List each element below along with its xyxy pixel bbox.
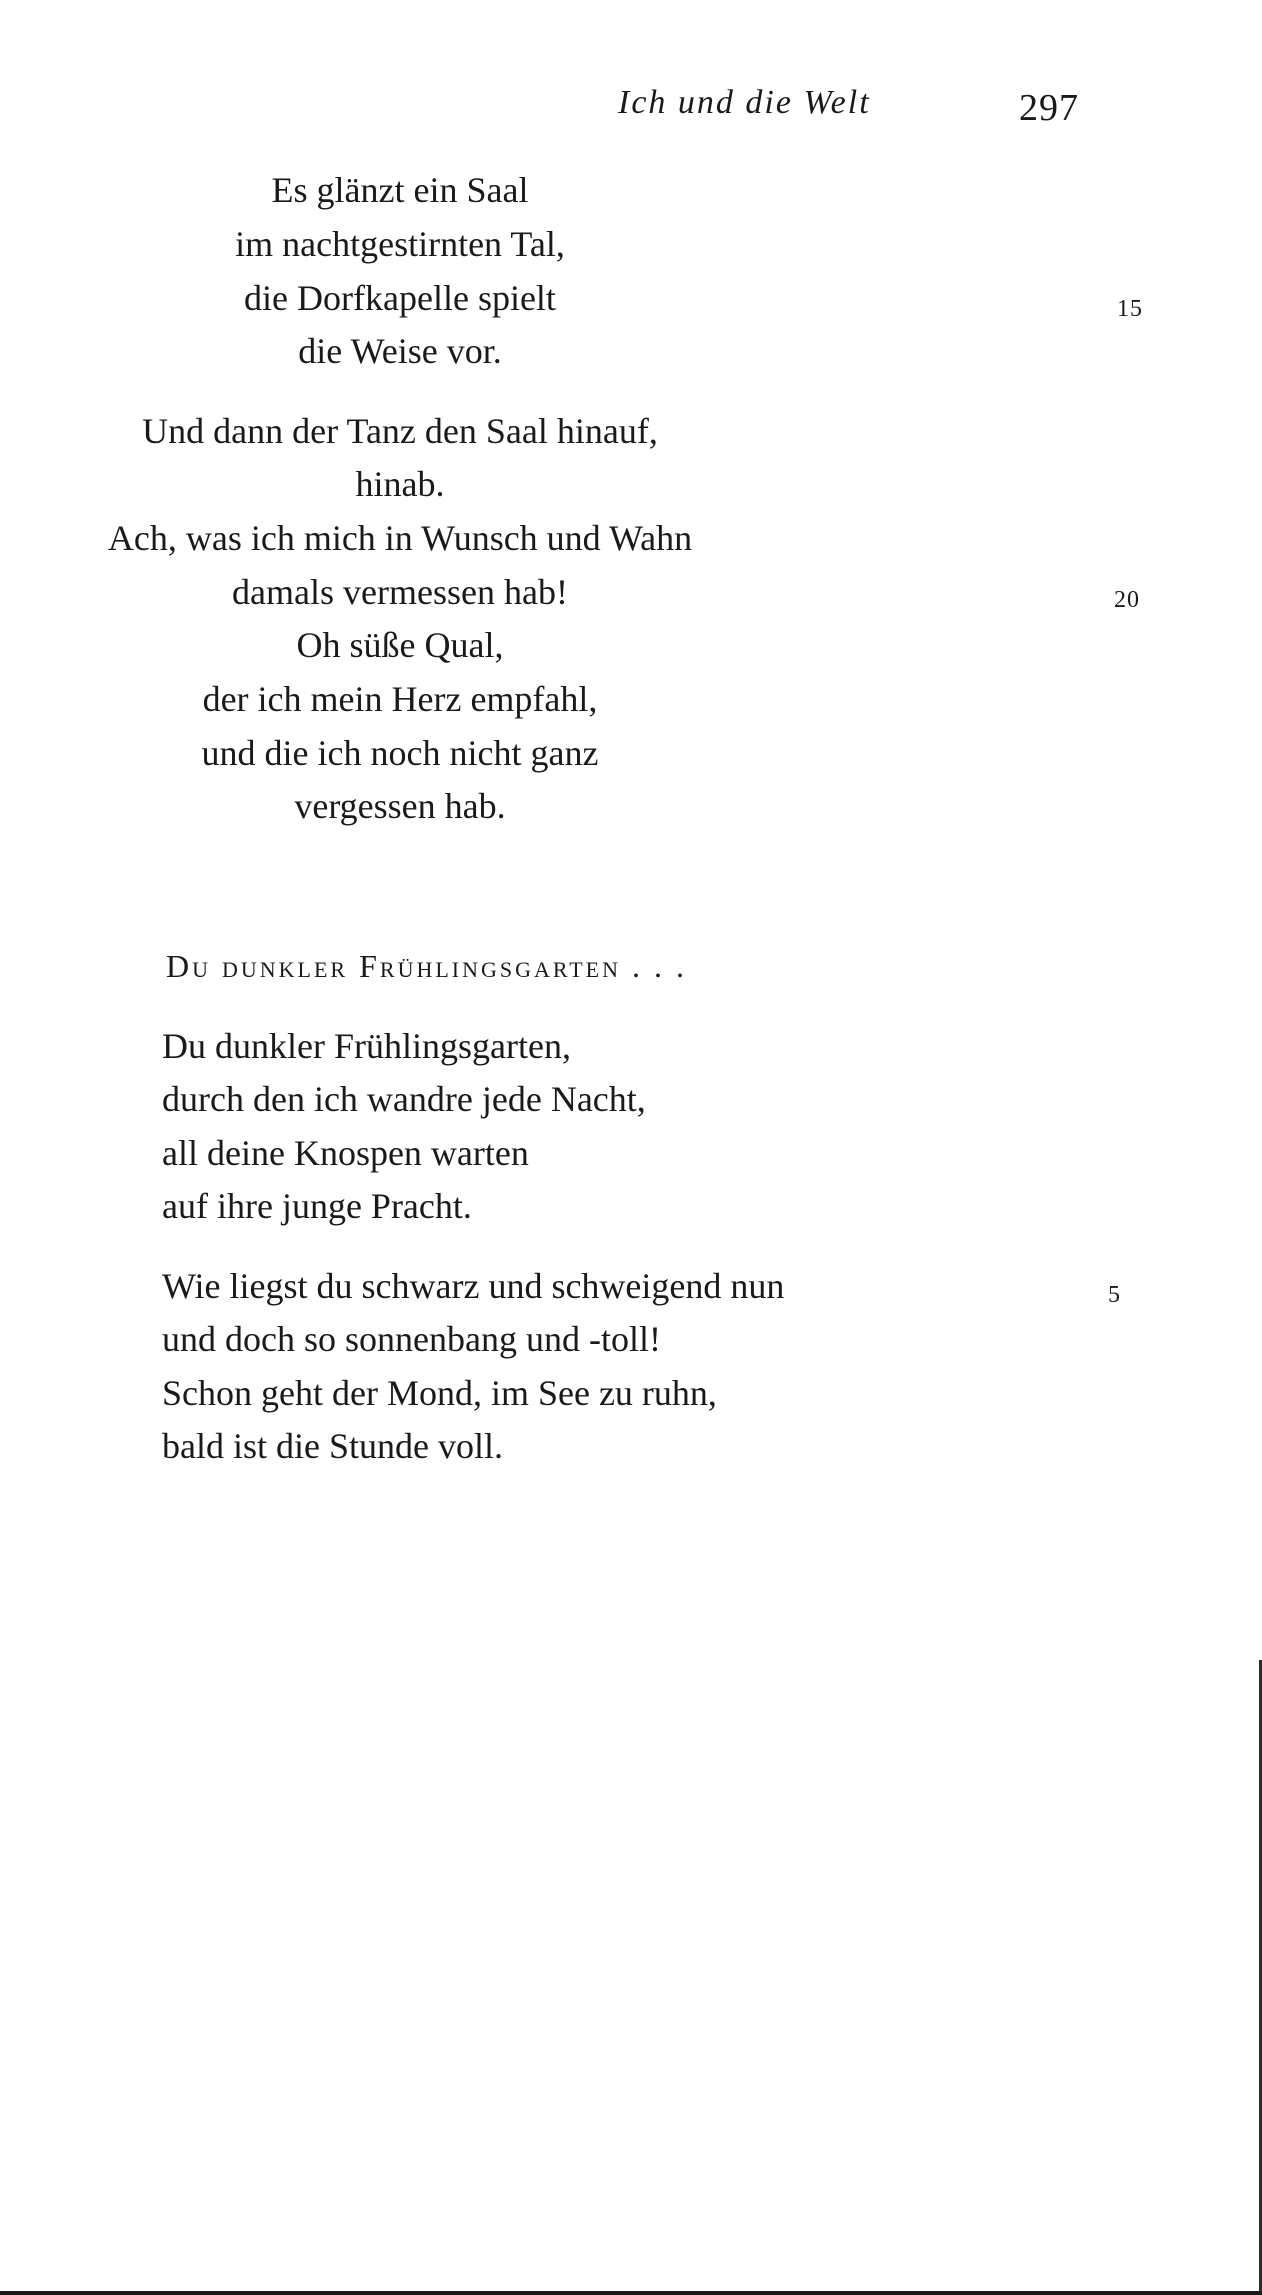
- poem-line: Wie liegst du schwarz und schweigend nun: [162, 1266, 785, 1306]
- poem-line: Schon geht der Mond, im See zu ruhn,: [162, 1373, 717, 1413]
- poem-line: Oh süße Qual,: [296, 625, 504, 665]
- poem-line: durch den ich wandre jede Nacht,: [162, 1079, 646, 1119]
- poem-line: im nachtgestirnten Tal,: [235, 224, 565, 264]
- poem-line: vergessen hab.: [294, 786, 506, 826]
- line-number-5: 5: [1108, 1282, 1121, 1308]
- poem-line: der ich mein Herz empfahl,: [202, 679, 598, 719]
- poem-line: und die ich noch nicht ganz: [201, 733, 599, 773]
- poem-line: auf ihre junge Pracht.: [162, 1186, 472, 1226]
- poem-line: bald ist die Stunde voll.: [162, 1426, 503, 1466]
- poem-line: die Weise vor.: [298, 331, 502, 371]
- poem-line: Ach, was ich mich in Wunsch und Wahn: [107, 518, 693, 558]
- page-number: 297: [1019, 87, 1079, 129]
- poem-line: damals vermessen hab!: [232, 572, 568, 612]
- line-number-15: 15: [1117, 296, 1143, 322]
- running-head-title: Ich und die Welt: [618, 84, 871, 121]
- poem-line: all deine Knospen warten: [162, 1133, 529, 1173]
- line-number-20: 20: [1114, 587, 1140, 613]
- poem-line: Und dann der Tanz den Saal hinauf,: [142, 411, 658, 451]
- poem-line: die Dorfkapelle spielt: [244, 278, 556, 318]
- poem-line: und doch so sonnenbang und -toll!: [162, 1319, 661, 1359]
- poem-line: Du dunkler Frühlingsgarten,: [162, 1026, 571, 1066]
- poem-title: Du dunkler Frühlingsgarten . . .: [166, 948, 688, 984]
- poem-line: Es glänzt ein Saal: [271, 170, 529, 210]
- poem-line: hinab.: [355, 464, 445, 504]
- page-edge-bottom: [0, 2291, 1262, 2295]
